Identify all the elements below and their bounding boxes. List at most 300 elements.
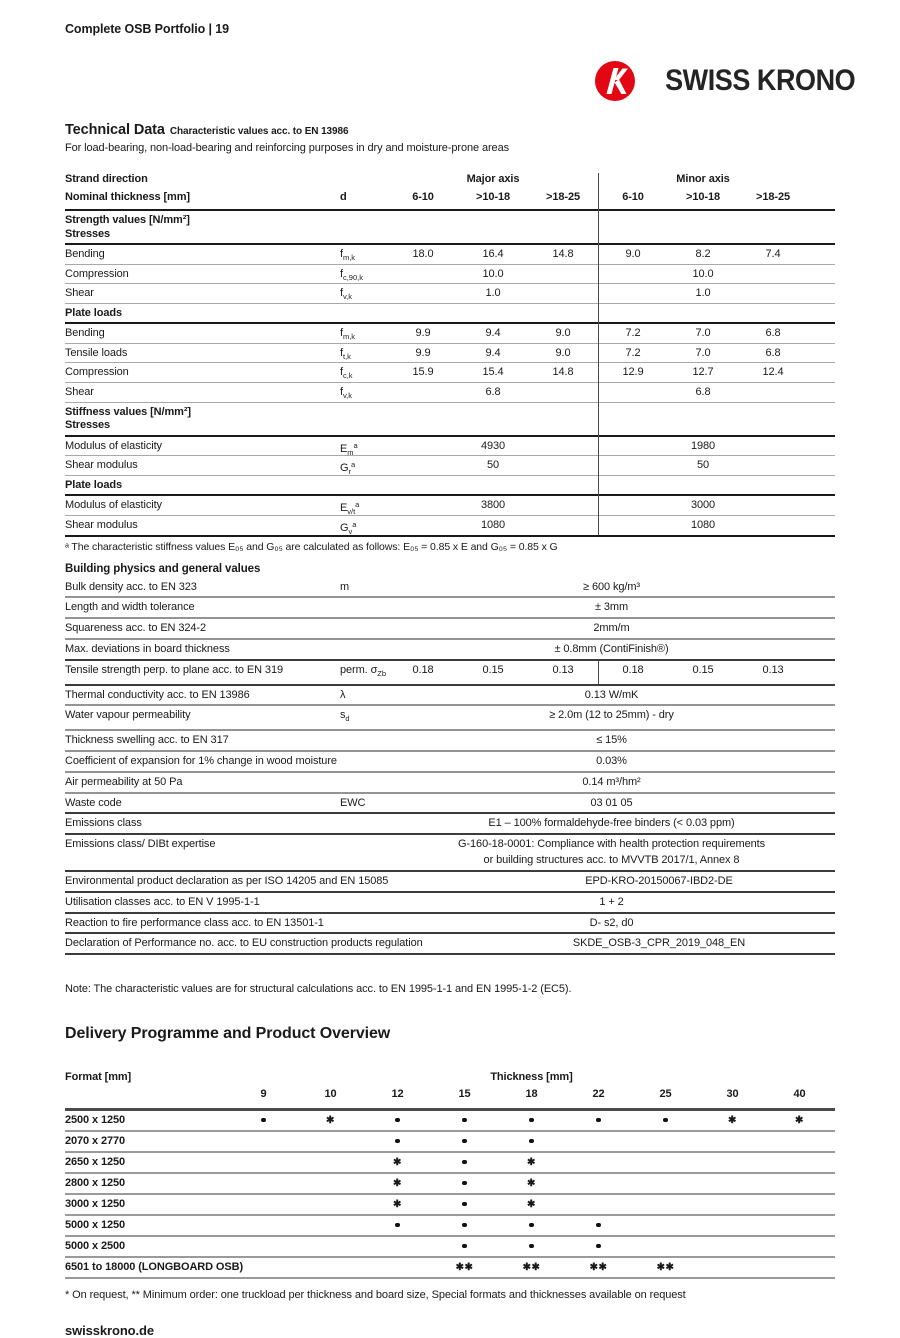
availability-cell	[431, 1237, 498, 1256]
table-row	[65, 437, 835, 457]
physics-row	[65, 814, 835, 835]
major-axis-value: 1080	[480, 518, 506, 531]
row-value: E1 – 100% formaldehyde-free binders (< 0.03 ppm)	[488, 817, 735, 830]
value-cell: 16.4	[482, 248, 504, 260]
row-value: 03 01 05	[590, 796, 633, 809]
available-dot-mark	[462, 1181, 467, 1186]
characteristic-values-note: Note: The characteristic values are for structural calculations acc. to EN 1995-1-1 and EN 1995-1-2 (EC5).	[65, 983, 572, 996]
availability-cell	[364, 1195, 431, 1214]
row-label: Water vapour permeability	[65, 709, 191, 722]
building-physics-heading: Building physics and general values	[65, 562, 261, 575]
format-label: 2650 x 1250	[65, 1156, 126, 1169]
row-symbol	[340, 619, 388, 638]
availability-cell	[766, 1174, 833, 1193]
physics-row	[65, 661, 835, 686]
nominal-thickness-header: Nominal thickness [mm]	[65, 191, 190, 203]
symbol: $E_m^a$	[340, 440, 358, 457]
format-row	[65, 1195, 835, 1216]
table-row	[65, 403, 835, 437]
value-cell: 9.0	[625, 248, 641, 260]
availability-cell	[431, 1111, 498, 1130]
min-order-mark: ✱✱	[589, 1262, 608, 1274]
availability-cell	[498, 1153, 565, 1172]
technical-data-title-note: Characteristic values acc. to EN 13986	[169, 126, 349, 137]
symbol-column-header: d	[340, 191, 347, 203]
row-value: ≥ 600 kg/m³	[583, 580, 640, 593]
physics-row	[65, 706, 835, 731]
row-symbol	[340, 893, 388, 912]
row-label: Declaration of Performance no. acc. to EU construction products regulation	[65, 937, 423, 950]
on-request-mark: ✱	[728, 1115, 737, 1127]
major-axis-value: 10.0	[482, 267, 504, 280]
format-row	[65, 1216, 835, 1237]
availability-cell	[699, 1153, 766, 1172]
physics-row	[65, 752, 835, 773]
min-order-mark: ✱✱	[656, 1262, 675, 1274]
available-dot-mark	[529, 1118, 534, 1123]
availability-cell	[498, 1195, 565, 1214]
format-label: 2800 x 1250	[65, 1177, 126, 1190]
row-symbol	[340, 284, 388, 307]
table-row	[65, 211, 835, 245]
availability-cell	[230, 1174, 297, 1193]
row-value: G-160-18-0001: Compliance with health protection requirements or building structures acc. to MVVTB 2017/1, Annex 8	[458, 838, 765, 866]
availability-cell	[364, 1258, 431, 1277]
availability-cell	[230, 1132, 297, 1151]
available-dot-mark	[462, 1223, 467, 1228]
availability-cell	[431, 1132, 498, 1151]
availability-cell	[766, 1237, 833, 1256]
on-request-mark: ✱	[795, 1115, 804, 1127]
format-label: 2070 x 2770	[65, 1135, 126, 1148]
brand-name: SWISS KRONO	[664, 64, 855, 97]
availability-cell	[498, 1111, 565, 1130]
row-label: Length and width tolerance	[65, 601, 195, 614]
brand-logo	[65, 60, 855, 102]
value-cell: 7.2	[625, 327, 641, 340]
available-dot-mark	[596, 1223, 601, 1228]
row-symbol	[340, 661, 388, 684]
col-header: >18-25	[546, 191, 580, 203]
stiffness-footnote: ᵃ The characteristic stiffness values E₀₅ and G₀₅ are calculated as follows: E₀₅ = 0.85 x E and G₀₅ = 0.85 x G	[65, 540, 558, 553]
thickness-col: 15	[458, 1088, 471, 1101]
symbol: $f_{c,k}$	[340, 366, 353, 381]
physics-row	[65, 686, 835, 707]
available-dot-mark	[395, 1223, 400, 1228]
availability-cell	[431, 1258, 498, 1277]
section-label: Plate loads	[65, 478, 122, 491]
available-dot-mark	[395, 1118, 400, 1123]
availability-cell	[297, 1132, 364, 1151]
row-label: Air permeability at 50 Pa	[65, 775, 183, 788]
row-label: Thermal conductivity acc. to EN 13986	[65, 688, 250, 701]
minor-axis-value: 10.0	[692, 267, 714, 280]
availability-cell	[699, 1237, 766, 1256]
availability-cell	[766, 1153, 833, 1172]
table-row	[65, 284, 835, 304]
format-row	[65, 1174, 835, 1195]
availability-cell	[766, 1216, 833, 1235]
availability-cell	[364, 1237, 431, 1256]
availability-cell	[632, 1132, 699, 1151]
value-cell: 0.13	[552, 663, 574, 676]
minor-axis-value: 3000	[690, 499, 716, 512]
symbol: $f_{v,k}$	[340, 287, 352, 302]
row-label: Squareness acc. to EN 324-2	[65, 622, 206, 635]
thickness-header: Thickness [mm]	[490, 1071, 573, 1084]
technical-table-body	[65, 211, 835, 535]
availability-cell	[699, 1216, 766, 1235]
availability-cell	[297, 1237, 364, 1256]
row-value: 0.03%	[596, 754, 627, 767]
availability-cell	[766, 1132, 833, 1151]
table-row	[65, 456, 835, 476]
table-row	[65, 265, 835, 285]
table-row	[65, 496, 835, 516]
table-row	[65, 245, 835, 265]
availability-cell	[431, 1216, 498, 1235]
row-symbol	[340, 773, 388, 792]
availability-cell	[766, 1258, 833, 1277]
availability-cell	[632, 1237, 699, 1256]
physics-row	[65, 872, 835, 893]
table-row	[65, 363, 835, 383]
row-value: ≥ 2.0m (12 to 25mm) - dry	[549, 709, 674, 722]
physics-row	[65, 773, 835, 794]
row-label: Bending	[65, 248, 105, 260]
available-dot-mark	[261, 1118, 266, 1123]
availability-cell	[632, 1111, 699, 1130]
physics-row	[65, 598, 835, 619]
row-symbol	[340, 934, 388, 953]
on-request-mark: ✱	[326, 1115, 335, 1127]
availability-cell	[565, 1237, 632, 1256]
availability-cell	[565, 1111, 632, 1130]
availability-cell	[699, 1195, 766, 1214]
header-row-groups	[65, 171, 835, 188]
format-label: 5000 x 1250	[65, 1219, 126, 1232]
row-label: Bending	[65, 327, 105, 340]
availability-cell	[431, 1195, 498, 1214]
available-dot-mark	[663, 1118, 668, 1123]
symbol: $f_{v,k}$	[340, 386, 352, 401]
availability-cell	[498, 1174, 565, 1193]
row-symbol	[340, 914, 388, 933]
format-row	[65, 1111, 835, 1132]
table-row	[65, 476, 835, 497]
row-label: Shear modulus	[65, 518, 138, 531]
available-dot-mark	[596, 1118, 601, 1123]
symbol: λ	[340, 688, 346, 701]
building-physics-table	[65, 578, 835, 956]
row-label: Emissions class	[65, 817, 142, 830]
technical-table	[65, 171, 835, 537]
thickness-col: 9	[260, 1088, 267, 1101]
min-order-mark: ✱✱	[522, 1262, 541, 1274]
row-symbol	[340, 872, 388, 891]
row-symbol	[340, 752, 388, 771]
availability-cell	[632, 1153, 699, 1172]
available-dot-mark	[462, 1244, 467, 1249]
table-row	[65, 304, 835, 325]
section-label: Stiffness values [N/mm²] Stresses	[65, 405, 191, 432]
row-symbol	[340, 837, 388, 868]
availability-cell	[565, 1195, 632, 1214]
table-row	[65, 324, 835, 344]
symbol: $G_v^a$	[340, 519, 357, 536]
availability-cell	[364, 1174, 431, 1193]
website-url: swisskrono.de	[65, 1323, 155, 1338]
minor-axis-value: 50	[696, 459, 710, 472]
availability-cell	[364, 1216, 431, 1235]
delivery-table-header	[65, 1069, 835, 1111]
value-cell: 9.9	[415, 327, 431, 340]
value-cell: 0.15	[482, 663, 504, 676]
available-dot-mark	[462, 1160, 467, 1165]
value-cell: 9.9	[415, 346, 431, 359]
row-value: ≤ 15%	[596, 734, 627, 747]
technical-table-header	[65, 171, 835, 211]
major-axis-value: 6.8	[485, 386, 501, 399]
delivery-header-row-2	[65, 1085, 835, 1104]
availability-cell	[297, 1195, 364, 1214]
row-value: SKDE_OSB-3_CPR_2019_048_EN	[572, 937, 746, 950]
thickness-col: 40	[793, 1088, 806, 1101]
symbol: $G_r^a$	[340, 460, 356, 477]
available-dot-mark	[596, 1244, 601, 1249]
format-row	[65, 1132, 835, 1153]
format-row	[65, 1258, 835, 1279]
availability-cell	[230, 1111, 297, 1130]
minor-axis-value: 1980	[690, 439, 716, 452]
availability-cell	[364, 1132, 431, 1151]
availability-cell	[632, 1174, 699, 1193]
row-symbol	[340, 640, 388, 659]
value-cell: 12.4	[762, 366, 784, 379]
on-request-mark: ✱	[393, 1199, 402, 1211]
axis-divider-line	[598, 173, 599, 535]
physics-row	[65, 914, 835, 935]
availability-cell	[632, 1195, 699, 1214]
availability-cell	[766, 1195, 833, 1214]
row-label: Max. deviations in board thickness	[65, 642, 230, 655]
table-row	[65, 344, 835, 364]
row-symbol	[340, 686, 388, 705]
col-header: >10-18	[686, 191, 720, 203]
row-symbol	[340, 598, 388, 617]
row-value: 0.13 W/mK	[584, 688, 639, 701]
format-row	[65, 1153, 835, 1174]
value-cell: 9.4	[485, 327, 501, 340]
availability-cell	[699, 1111, 766, 1130]
symbol: $s_d$	[340, 709, 350, 724]
format-label: 3000 x 1250	[65, 1198, 126, 1211]
major-axis-value: 1.0	[485, 287, 501, 300]
value-cell: 7.0	[695, 327, 711, 340]
availability-cell	[230, 1153, 297, 1172]
minor-axis-value: 6.8	[695, 386, 711, 399]
row-label: Thickness swelling acc. to EN 317	[65, 734, 229, 747]
value-cell: 0.18	[412, 663, 434, 676]
row-symbol	[340, 794, 388, 813]
availability-cell	[297, 1111, 364, 1130]
on-request-mark: ✱	[527, 1178, 536, 1190]
technical-data-title: Technical Data	[65, 122, 165, 138]
availability-cell	[230, 1258, 297, 1277]
available-dot-mark	[462, 1118, 467, 1123]
thickness-col: 10	[324, 1088, 337, 1101]
availability-cell	[565, 1132, 632, 1151]
row-label: Shear modulus	[65, 459, 138, 472]
format-row	[65, 1237, 835, 1258]
on-request-mark: ✱	[393, 1178, 402, 1190]
availability-cell	[565, 1258, 632, 1277]
availability-cell	[565, 1216, 632, 1235]
thickness-col: 12	[391, 1088, 404, 1101]
row-symbol	[340, 731, 388, 750]
symbol: $f_{m,k}$	[340, 327, 356, 342]
availability-cell	[632, 1216, 699, 1235]
value-cell: 7.2	[625, 346, 641, 359]
symbol: m	[340, 580, 350, 593]
on-request-mark: ✱	[527, 1157, 536, 1169]
symbol: $f_{m,k}$	[340, 248, 356, 262]
physics-row	[65, 934, 835, 955]
row-label: Compression	[65, 267, 129, 280]
value-cell: 12.7	[692, 366, 714, 379]
table-row	[65, 516, 835, 535]
value-cell: 0.13	[762, 663, 784, 676]
value-cell: 14.8	[552, 248, 574, 260]
format-label: 5000 x 2500	[65, 1240, 126, 1253]
major-axis-value: 4930	[480, 439, 506, 452]
row-label: Emissions class/ DIBt expertise	[65, 838, 216, 851]
row-symbol	[340, 383, 388, 406]
physics-row	[65, 619, 835, 640]
availability-cell	[230, 1237, 297, 1256]
physics-row	[65, 731, 835, 752]
availability-cell	[364, 1153, 431, 1172]
value-cell: 9.0	[555, 327, 571, 340]
availability-cell	[632, 1258, 699, 1277]
minor-axis-value: 1.0	[695, 287, 711, 300]
row-label: Compression	[65, 366, 129, 379]
value-cell: 18.0	[412, 248, 434, 260]
strand-direction-header: Strand direction	[65, 173, 148, 185]
row-label: Modulus of elasticity	[65, 499, 162, 512]
row-label: Shear	[65, 287, 94, 300]
value-cell: 7.4	[765, 248, 781, 260]
major-axis-value: 50	[486, 459, 500, 472]
symbol: $f_{t,k}$	[340, 346, 351, 361]
on-request-mark: ✱	[527, 1199, 536, 1211]
minor-axis-value: 1080	[690, 518, 716, 531]
row-value: D- s2, d0	[589, 916, 634, 929]
col-header: 6-10	[622, 191, 644, 203]
available-dot-mark	[395, 1139, 400, 1144]
symbol: EWC	[340, 796, 366, 809]
value-cell: 0.18	[598, 661, 668, 684]
row-symbol	[340, 814, 388, 833]
row-symbol	[340, 516, 388, 542]
row-value: ± 0.8mm (ContiFinish®)	[554, 642, 669, 655]
row-label: Tensile strength perp. to plane acc. to EN 319	[65, 663, 283, 676]
section-label: Plate loads	[65, 306, 122, 319]
row-value: 1 + 2	[599, 895, 624, 908]
thickness-col: 25	[659, 1088, 672, 1101]
row-symbol	[340, 706, 388, 729]
delivery-footnote: * On request, ** Minimum order: one truckload per thickness and board size, Special formats and thicknesses available on request	[65, 1289, 686, 1302]
availability-cell	[498, 1216, 565, 1235]
physics-row	[65, 893, 835, 914]
available-dot-mark	[462, 1202, 467, 1207]
thickness-col: 22	[592, 1088, 605, 1101]
row-value: 2mm/m	[593, 622, 630, 635]
availability-cell	[297, 1174, 364, 1193]
row-label: Tensile loads	[65, 346, 128, 359]
major-axis-header: Major axis	[466, 173, 520, 185]
value-cell: 12.9	[622, 366, 644, 379]
value-cell: 7.0	[695, 346, 711, 359]
on-request-mark: ✱	[393, 1157, 402, 1169]
available-dot-mark	[529, 1244, 534, 1249]
delivery-programme-heading: Delivery Programme and Product Overview	[65, 1025, 391, 1043]
row-value: EPD-KRO-20150067-IBD2-DE	[585, 875, 733, 888]
technical-data-subtitle: For load-bearing, non-load-bearing and reinforcing purposes in dry and moisture-prone areas	[65, 142, 509, 154]
value-cell: 14.8	[552, 366, 574, 379]
row-label: Modulus of elasticity	[65, 439, 162, 452]
availability-cell	[699, 1132, 766, 1151]
availability-cell	[297, 1153, 364, 1172]
thickness-col: 30	[726, 1088, 739, 1101]
availability-cell	[230, 1195, 297, 1214]
value-cell: 6.8	[765, 327, 781, 340]
row-label: Waste code	[65, 796, 122, 809]
delivery-table	[65, 1069, 835, 1279]
value-cell: 9.0	[555, 346, 571, 359]
availability-cell	[565, 1174, 632, 1193]
header-row-columns	[65, 188, 835, 206]
thickness-col: 18	[525, 1088, 538, 1101]
availability-cell	[498, 1258, 565, 1277]
symbol: perm. $\sigma_{Zb}$	[340, 663, 387, 678]
value-cell: 15.4	[482, 366, 504, 379]
row-label: Shear	[65, 386, 94, 399]
availability-cell	[766, 1111, 833, 1130]
availability-cell	[699, 1258, 766, 1277]
availability-cell	[297, 1216, 364, 1235]
value-cell: 15.9	[412, 366, 434, 379]
format-header: Format [mm]	[65, 1071, 132, 1084]
physics-row	[65, 640, 835, 661]
col-header: >10-18	[476, 191, 510, 203]
min-order-mark: ✱✱	[455, 1262, 474, 1274]
row-label: Bulk density acc. to EN 323	[65, 580, 197, 593]
availability-cell	[431, 1174, 498, 1193]
spacer	[340, 171, 388, 188]
availability-cell	[364, 1111, 431, 1130]
table-row	[65, 383, 835, 403]
row-label: Utilisation classes acc. to EN V 1995-1-1	[65, 895, 260, 908]
row-value: 0.14 m³/hm²	[582, 775, 641, 788]
col-header: 6-10	[412, 191, 434, 203]
technical-data-heading	[65, 122, 835, 138]
availability-cell	[498, 1237, 565, 1256]
availability-cell	[230, 1216, 297, 1235]
value-cell: 0.15	[692, 663, 714, 676]
available-dot-mark	[529, 1223, 534, 1228]
available-dot-mark	[529, 1139, 534, 1144]
